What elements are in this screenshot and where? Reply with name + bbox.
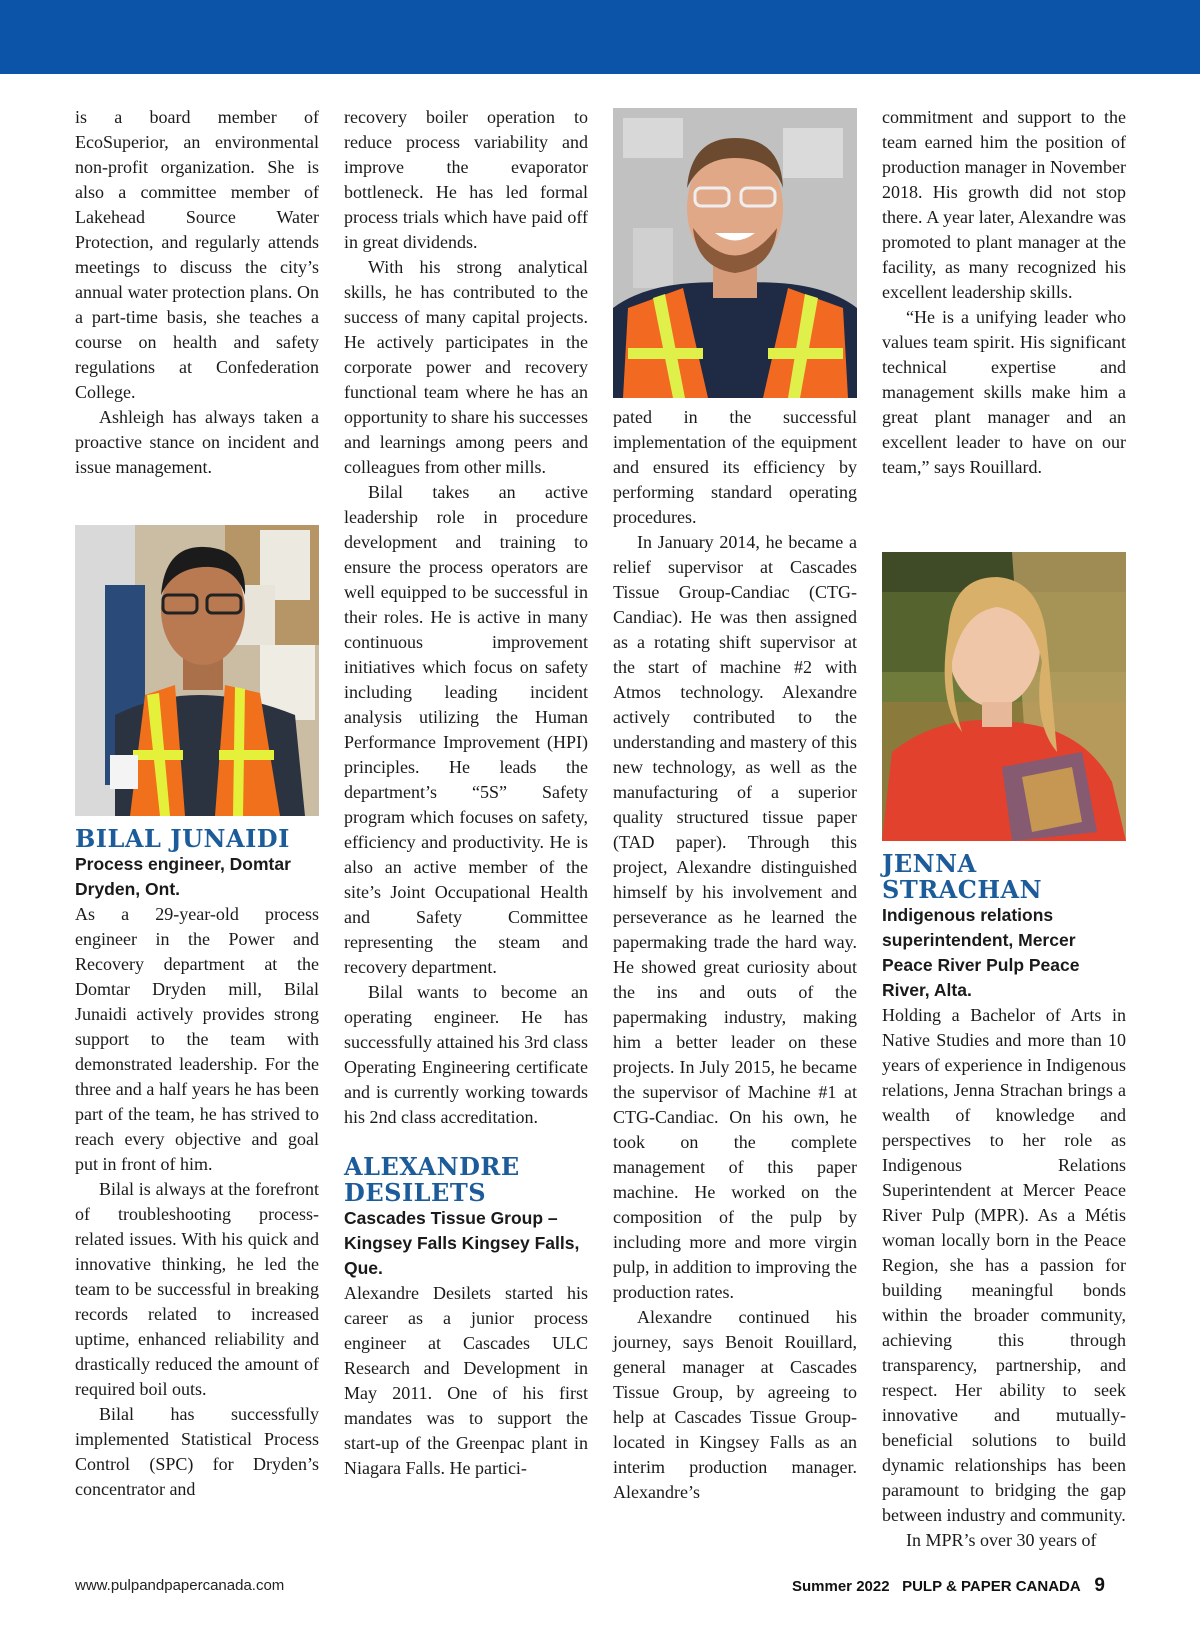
column-1-profile xyxy=(75,826,319,1502)
paragraph: Bilal takes an active leadership role in procedure development and training to ensure the process operators are well equipped to be successful in their roles. He is active in many continuous improvement initiatives which focus on safety including leading incident analysis utilizing the Human Performance Improvement (HPI) principles. He leads the department’s “5S” Safety program which focuses on safety, efficiency and productivity. He is also an active member of the site’s Joint Occupational Health and Safety Committee representing the steam and recovery department. xyxy=(344,482,588,977)
paragraph: Holding a Bachelor of Arts in Native Studies and more than 10 years of experience in Indigenous relations, Jenna Strachan brings a wealth of knowledge and perspectives to her role as Indigenous Relations Superintendent at Mercer Peace River Pulp (MPR). As a Métis woman locally born in the Peace Region, she has a passion for building meaningful bonds within the broader community, achieving this through transparency, partnership, and respect. Her ability to seek innovative and mutually-beneficial solutions to build dynamic relationships has been paramount to bridging the gap between industry and community. xyxy=(882,1005,1126,1525)
paragraph: Alexandre Desilets started his career as a junior process engineer at Cascades ULC Research and Development in May 2011. One of his first mandates was to support the start-up of the Greenpac plant in Niagara Falls. He partici- xyxy=(344,1283,588,1478)
profile-role: Indigenous relations superintendent, Mercer Peace River Pulp Peace River, Alta. xyxy=(882,905,1080,1000)
paragraph: recovery boiler operation to reduce process variability and improve the evaporator bottleneck. He has led formal process trials which have paid off in great dividends. xyxy=(344,107,588,252)
profile-name: BILAL JUNAIDI xyxy=(75,824,290,853)
column-2 xyxy=(344,105,588,1481)
paragraph: pated in the successful implementation of the equipment and ensured its efficiency by performing standard operating procedures. xyxy=(613,407,857,527)
profile-name: JENNA STRACHAN xyxy=(882,849,1043,904)
bilal-junaidi-photo xyxy=(75,525,319,816)
profile-name: ALEXANDRE DESILETS xyxy=(344,1152,520,1207)
footer-issue xyxy=(792,1576,1105,1597)
header-bar xyxy=(0,0,1200,74)
column-4-profile xyxy=(882,851,1126,1553)
paragraph: In January 2014, he became a relief supervisor at Cascades Tissue Group-Candiac (CTG-Candiac). He was then assigned as a rotating shift supervisor at the start of machine #2 with Atmos technology. Alexandre actively contributed to the understanding and mastery of this new technology, as well as the manufacturing of a superior quality structured tissue paper (TAD paper). Through this project, Alexandre distinguished himself by his involvement and perseverance as he learned the papermaking trade the hard way. He showed great curiosity about the ins and outs of the papermaking industry, making him a better leader on these projects. In July 2015, he became the supervisor of Machine #1 at CTG-Candiac. On his own, he took on the complete management of this paper machine. He worked on the composition of the pulp by including more and more virgin pulp, in addition to improving the production rates. xyxy=(613,532,857,1302)
profile-role: Process engineer, Domtar Dryden, Ont. xyxy=(75,854,291,899)
paragraph: Bilal has successfully implemented Statistical Process Control (SPC) for Dryden’s concentrator and xyxy=(75,1404,319,1499)
footer-url[interactable]: www.pulpandpapercanada.com xyxy=(75,1577,285,1594)
column-1 xyxy=(75,105,319,480)
jenna-strachan-photo xyxy=(882,552,1126,841)
column-3 xyxy=(613,405,857,1505)
magazine-title: PULP & PAPER CANADA xyxy=(902,1578,1081,1595)
paragraph: As a 29-year-old process engineer in the Power and Recovery department at the Domtar Dryden mill, Bilal Junaidi actively provides strong support to the team with demonstrated leadership. For the three and a half years he has been part of the team, he has strived to reach every objective and goal put in front of him. xyxy=(75,904,319,1174)
paragraph: In MPR’s over 30 years of xyxy=(906,1530,1097,1550)
paragraph: Alexandre continued his journey, says Benoit Rouillard, general manager at Cascades Tissue Group, by agreeing to help at Cascades Tissue Group-located in Kingsey Falls as an interim production manager. Alexandre’s xyxy=(613,1307,857,1502)
paragraph: “He is a unifying leader who values team spirit. His significant technical expertise and management skills make him a great plant manager and an excellent leader to have on our team,” says Rouillard. xyxy=(882,307,1126,477)
paragraph: commitment and support to the team earned him the position of production manager in November 2018. His growth did not stop there. A year later, Alexandre was promoted to plant manager at the facility, as many recognized his excellent leadership skills. xyxy=(882,107,1126,302)
alexandre-desilets-photo xyxy=(613,108,857,398)
paragraph: Bilal is always at the forefront of troubleshooting process-related issues. With his quick and innovative thinking, he led the team to be successful in breaking records related to increased uptime, enhanced reliability and drastically reduced the amount of required boil outs. xyxy=(75,1179,319,1399)
profile-role: Cascades Tissue Group – Kingsey Falls Kingsey Falls, Que. xyxy=(344,1208,580,1278)
page-number: 9 xyxy=(1094,1575,1105,1596)
column-4 xyxy=(882,105,1126,480)
paragraph: Ashleigh has always taken a proactive stance on incident and issue management. xyxy=(75,407,319,477)
issue-date: Summer 2022 xyxy=(792,1578,890,1595)
paragraph: is a board member of EcoSuperior, an environmental non-profit organization. She is also a committee member of Lakehead Source Water Protection, and regularly attends meetings to discuss the city’s annual water protection plans. On a part-time basis, she teaches a course on health and safety regulations at Confederation College. xyxy=(75,107,319,402)
paragraph: Bilal wants to become an operating engineer. He has successfully attained his 3rd class Operating Engineering certificate and is currently working towards his 2nd class accreditation. xyxy=(344,982,588,1127)
paragraph: With his strong analytical skills, he has contributed to the success of many capital projects. He actively participates in the corporate power and recovery functional team where he has an opportunity to share his successes and learnings among peers and colleagues from other mills. xyxy=(344,257,588,477)
